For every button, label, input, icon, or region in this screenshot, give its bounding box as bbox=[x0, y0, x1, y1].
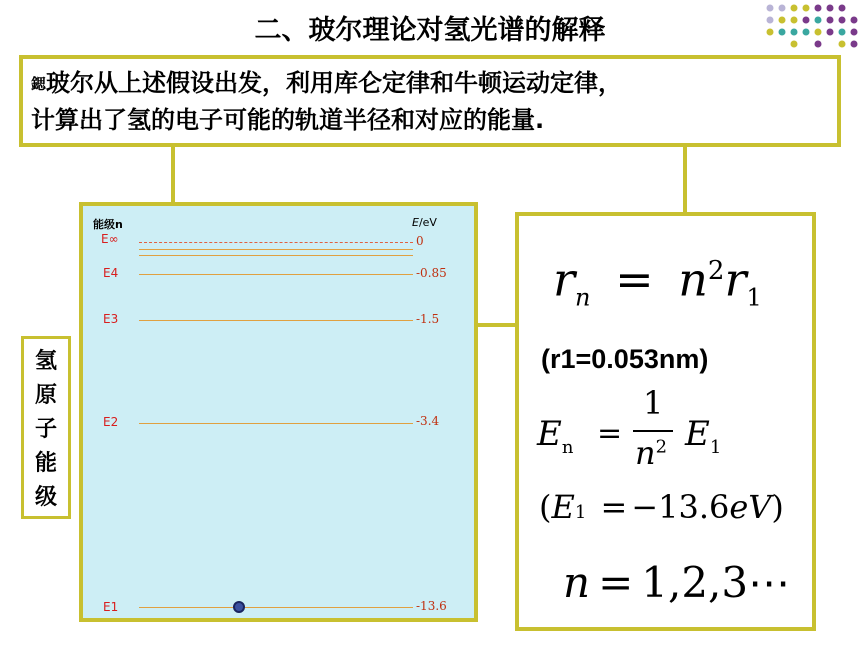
e1-unit: eV bbox=[729, 488, 772, 526]
level-label-3: E3 bbox=[103, 312, 119, 326]
energy-rhs bbox=[685, 414, 721, 458]
energy-unit: /eV bbox=[418, 216, 437, 229]
e1-open: ( bbox=[539, 488, 552, 526]
intro-line-1 bbox=[31, 65, 829, 102]
level-value-2: -3.4 bbox=[416, 414, 440, 428]
side-label-char: 子 bbox=[34, 417, 57, 442]
energy-den-exp: 2 bbox=[655, 436, 668, 458]
n-var: n bbox=[563, 558, 591, 607]
connector-right-vertical bbox=[683, 147, 687, 214]
side-label-char: 氢 bbox=[34, 349, 57, 374]
level-value-inf: 0 bbox=[416, 234, 424, 248]
level-line-near-2 bbox=[139, 255, 413, 256]
radius-r-sub: 1 bbox=[746, 283, 762, 312]
level-value-3: -1.5 bbox=[416, 312, 440, 326]
bullet: 鍶 bbox=[31, 75, 47, 93]
radius-exp: 2 bbox=[707, 256, 725, 286]
side-label-char: 原 bbox=[34, 383, 57, 408]
side-label-char: 级 bbox=[34, 485, 57, 510]
energy-lhs-var: E bbox=[537, 414, 562, 454]
energy-denominator bbox=[635, 434, 667, 472]
radius-r: r bbox=[724, 252, 747, 307]
energy-rhs-sub: 1 bbox=[709, 436, 722, 458]
radius-lhs: r bbox=[553, 252, 575, 307]
n-values bbox=[563, 558, 790, 607]
electron-dot bbox=[233, 601, 245, 613]
radius-eq: = bbox=[615, 252, 654, 307]
e1-var: E bbox=[551, 488, 575, 526]
decorative-dots bbox=[764, 2, 860, 54]
intro-box bbox=[19, 55, 841, 147]
fraction-bar bbox=[633, 430, 673, 432]
n-list: 1,2,3⋯ bbox=[641, 558, 791, 607]
r1-constant: (r1=0.053nm) bbox=[541, 344, 709, 374]
energy-lhs-sub: n bbox=[561, 436, 574, 458]
n-eq: = bbox=[598, 558, 634, 607]
energy-den-var: n bbox=[635, 434, 656, 472]
e1-close: ) bbox=[771, 488, 784, 526]
level-line-inf bbox=[139, 242, 413, 243]
level-line-2 bbox=[139, 423, 413, 424]
level-label-4: E4 bbox=[103, 266, 119, 280]
radius-formula bbox=[553, 246, 762, 323]
side-label-hydrogen-levels bbox=[21, 336, 71, 519]
connector-horizontal bbox=[476, 323, 517, 327]
e1-eq: = bbox=[600, 488, 628, 526]
energy-level-diagram bbox=[79, 202, 478, 622]
connector-left-vertical bbox=[171, 147, 175, 204]
e1-value: −13.6 bbox=[631, 488, 730, 526]
energy-numerator: 1 bbox=[643, 384, 664, 422]
energy-symbol: E bbox=[412, 216, 419, 229]
side-label-char: 能 bbox=[34, 451, 57, 476]
e1-sub: 1 bbox=[574, 502, 587, 523]
radius-n: n bbox=[678, 252, 708, 307]
formula-box bbox=[515, 212, 816, 631]
level-value-1: -13.6 bbox=[416, 599, 447, 613]
radius-lhs-sub: n bbox=[575, 283, 591, 312]
diagram-header-right bbox=[412, 216, 437, 229]
level-label-2: E2 bbox=[103, 415, 119, 429]
level-line-3 bbox=[139, 320, 413, 321]
diagram-header-left: 能级n bbox=[93, 218, 123, 231]
energy-eq: = bbox=[597, 416, 623, 451]
level-line-1 bbox=[139, 607, 413, 608]
level-line-near-1 bbox=[139, 249, 413, 250]
page-title: 二、玻尔理论对氢光谱的解释 bbox=[254, 15, 606, 46]
energy-rhs-var: E bbox=[685, 414, 710, 454]
e1-constant bbox=[539, 488, 784, 526]
energy-lhs bbox=[537, 414, 573, 458]
level-value-4: -0.85 bbox=[416, 266, 447, 280]
intro-text-1: 玻尔从上述假设出发，利用库仑定律和牛顿运动定律， bbox=[46, 69, 623, 97]
energy-formula bbox=[537, 384, 767, 474]
level-label-inf: E∞ bbox=[101, 232, 119, 246]
level-label-1: E1 bbox=[103, 600, 119, 614]
level-line-4 bbox=[139, 274, 413, 275]
intro-line-2: 计算出了氢的电子可能的轨道半径和对应的能量. bbox=[31, 106, 545, 134]
